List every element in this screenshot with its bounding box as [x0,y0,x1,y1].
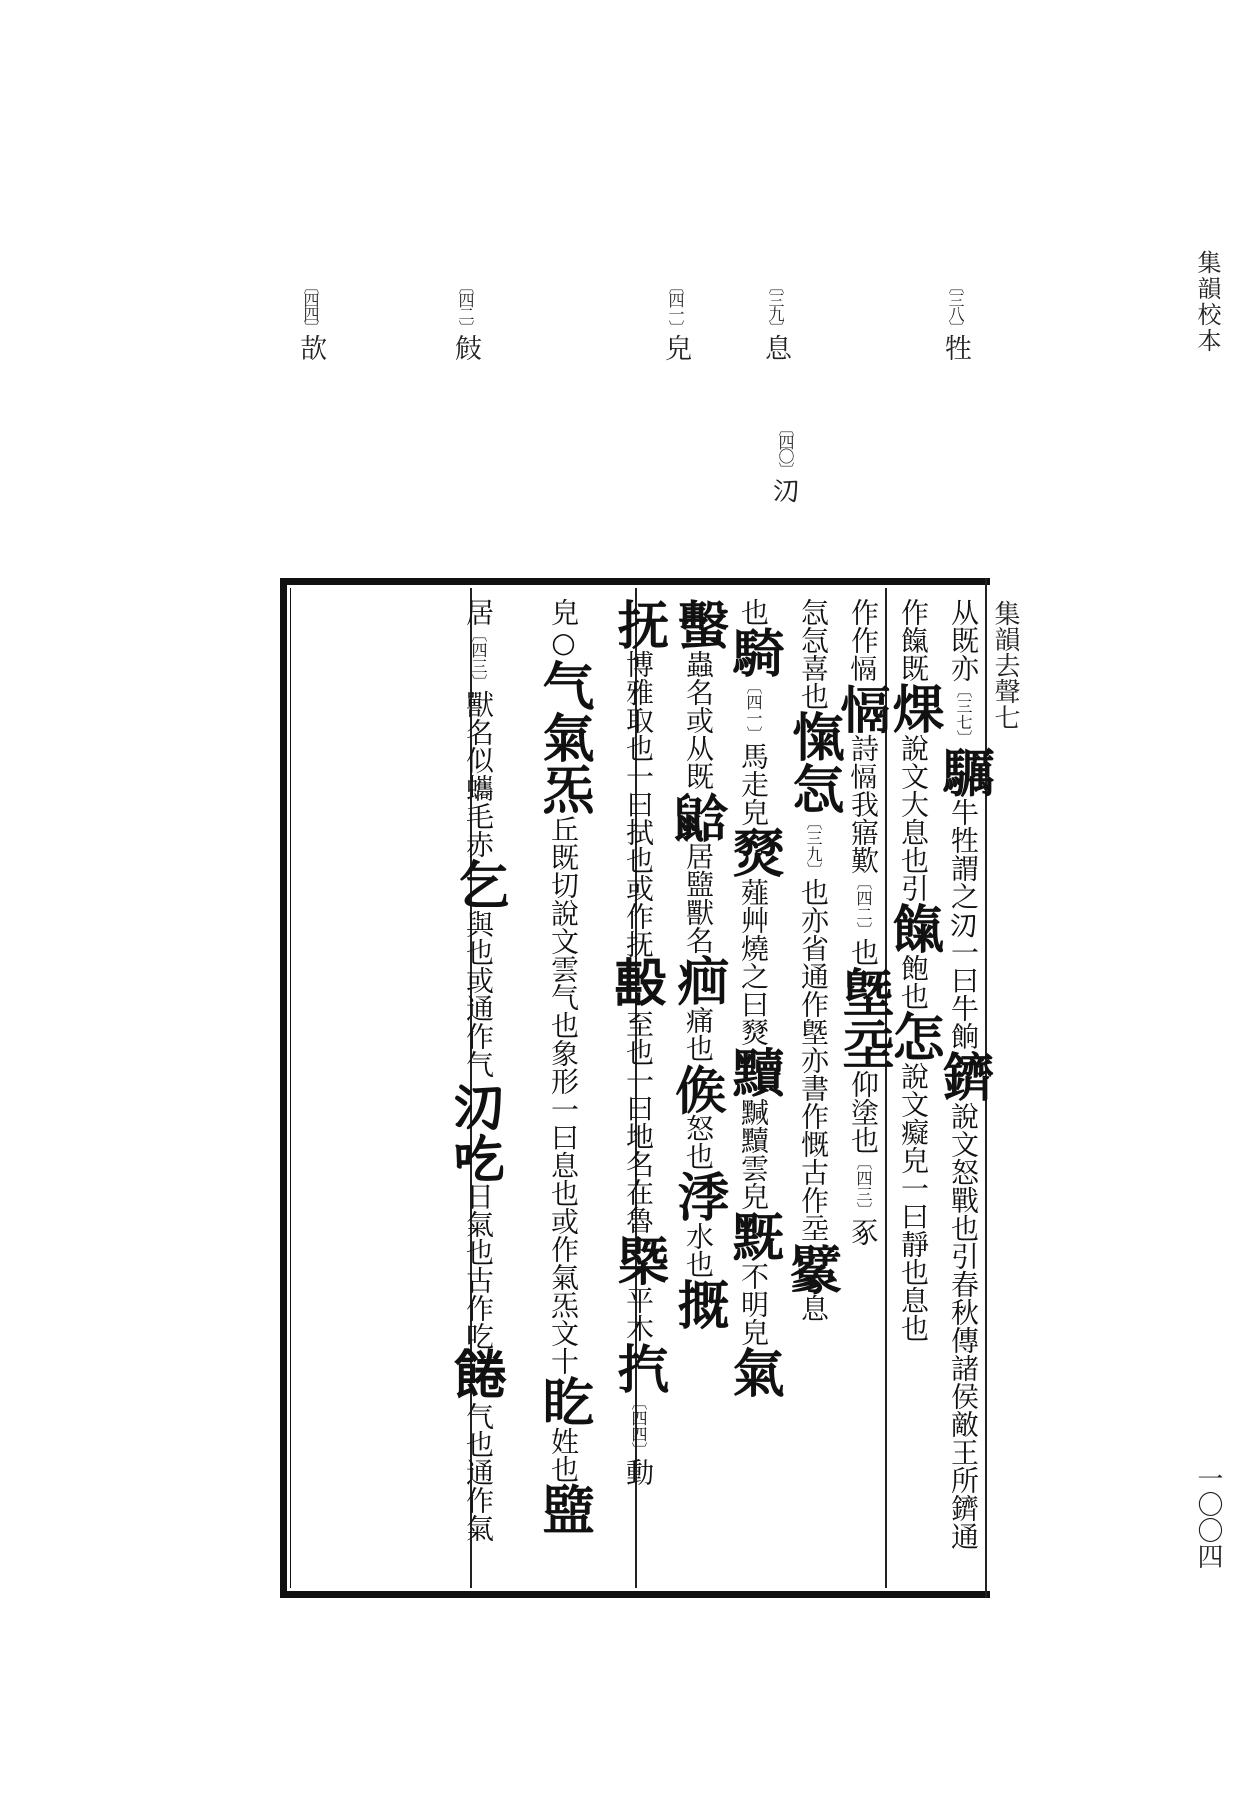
note-text: 𣱼 [770,476,801,503]
headword: 㧉 [608,1342,669,1394]
headword: 𧲜 [783,1242,844,1294]
headword: 𣪠 [608,958,669,1010]
headword: 摡 [668,1278,729,1330]
text-column [933,598,994,1583]
headword: 坖 [833,1018,894,1070]
gloss-text: 居 [462,598,495,626]
headword: 𠊱 [668,1062,729,1114]
text-column [448,598,509,1583]
note-marker: 〔四三〕 [469,626,488,690]
gloss-text: 从既亦 [947,598,980,682]
headword: 吃 [448,1130,509,1182]
note-marker: 〔四三〕 [854,1154,873,1218]
headword: 槩 [608,1234,669,1286]
headword: 忥 [783,762,844,814]
page-number: 一〇〇四 [1193,1465,1223,1569]
collation-note [660,278,690,361]
gloss-text: 至也一曰地名在魯 [622,1010,655,1234]
gloss-text: 日氣也古作吃 [462,1182,495,1350]
running-title: 集韻校本 [1193,250,1221,354]
gloss-text: 作餼既 [897,598,930,682]
gloss-text: 息 [797,1294,830,1322]
gloss-text: 平木 [622,1286,655,1342]
gloss-text: 痛也 [682,1006,715,1062]
gloss-text: 姓也 [547,1427,580,1483]
collation-note [450,278,480,361]
text-column [723,598,784,1583]
gloss-text: 丘既切說文雲气也象形一曰息也或作氣炁文十 [547,815,580,1375]
headword: 餼 [883,902,944,954]
gloss-text: 不明皃 [737,1262,770,1346]
headword: 鑇 [933,1050,994,1102]
headword: 㾎 [668,954,729,1006]
note-number: 〔四二〕 [456,278,475,334]
gloss-text: 說文怒戰也引春秋傳諸侯敵王所鑇通 [947,1102,980,1550]
headword: 气 [533,659,594,711]
headword: 盬 [533,1483,594,1535]
gloss-text: 也 [737,598,770,626]
text-column [668,598,729,1583]
headword: 黷 [723,1046,784,1098]
note-marker: 〔四二〕 [854,874,873,938]
gloss-text: 馬走皃 [737,742,770,826]
gloss-text: 詩𢡍我寤歎 [847,734,880,874]
gloss-text: 說文癡皃一曰靜也息也 [897,1062,930,1342]
note-number: 〔四四〕 [301,278,320,334]
note-number: 〔四〇〕 [776,420,795,476]
gloss-text: 蟲名或从既 [682,650,715,790]
gloss-text: 博雅取也一曰拭也或作抚 [622,650,655,958]
headword: 黖 [723,1210,784,1262]
note-number: 〔三九〕 [766,278,785,334]
headword: 㷄 [883,682,944,734]
headword: 氣 [533,711,594,763]
note-text: 牲 [940,334,971,361]
gloss-text: 仰塗也 [847,1070,880,1154]
gloss-text: 飽也 [897,954,930,1010]
note-text: 㩻 [450,334,481,361]
gloss-text: 與也或通作气 [462,910,495,1078]
note-marker: 〔四一〕 [744,678,763,742]
note-number: 〔三八〕 [946,278,965,334]
headword: 𣱼 [448,1078,509,1130]
gloss-text: 皃○ [547,598,580,659]
gloss-text: 獸名似蠵毛赤 [462,690,495,858]
text-column [608,598,669,1583]
headword: 墍 [833,966,894,1018]
gloss-text: 古作坖 [797,1158,830,1242]
gloss-text: 作作𢡍 [847,598,880,682]
text-column [883,598,944,1583]
headword: 𢡍 [833,682,894,734]
note-marker: 〔四四〕 [629,1394,648,1458]
collation-note [760,278,790,361]
headword: 騎 [723,626,784,678]
gloss-text: 也亦省通作墍亦書作慨 [797,878,830,1158]
gloss-text: 水也 [682,1222,715,1278]
collation-note [940,278,970,361]
text-column [783,598,844,1583]
gloss-text: 气也通作氣 [462,1402,495,1542]
headword: 抚 [608,598,669,650]
gloss-text: 忥忥喜也 [797,598,830,710]
note-text: 欯 [295,334,326,361]
gloss-text: 動 [622,1458,655,1486]
headword: 燹 [723,826,784,878]
headword: 㳵 [668,1170,729,1222]
block-spine-title: 集韻去聲七 [990,600,1020,730]
gloss-text: 居盬獸名 [682,842,715,954]
note-marker: 〔三七〕 [954,682,973,746]
gloss-text: 黬黷雲皃 [737,1098,770,1210]
collation-note [770,420,800,503]
headword: 炁 [533,763,594,815]
note-marker: 〔三九〕 [804,814,823,878]
note-text: 息 [760,334,791,361]
headword: 乞 [448,858,509,910]
gloss-text: 薤艸燒之曰燹 [737,878,770,1046]
gloss-text: 說文大息也引 [897,734,930,902]
headword: 蟿 [668,598,729,650]
headword: 𪕛 [668,790,729,842]
gloss-text: 豖 [847,1218,880,1246]
headword: 𩧃 [933,746,994,798]
headword: 盵 [533,1375,594,1427]
headword: 愾 [783,710,844,762]
headword: 𩜇 [448,1350,509,1402]
gloss-text: 牛牲謂之𣱼一曰牛餉 [947,798,980,1050]
gloss-text: 也 [847,938,880,966]
headword: 氣 [723,1346,784,1398]
note-text: 皃 [660,334,691,361]
headword: 怎 [883,1010,944,1062]
note-number: 〔四一〕 [666,278,685,334]
collation-note [295,278,325,361]
text-column [533,598,594,1583]
gloss-text: 怒也 [682,1114,715,1170]
